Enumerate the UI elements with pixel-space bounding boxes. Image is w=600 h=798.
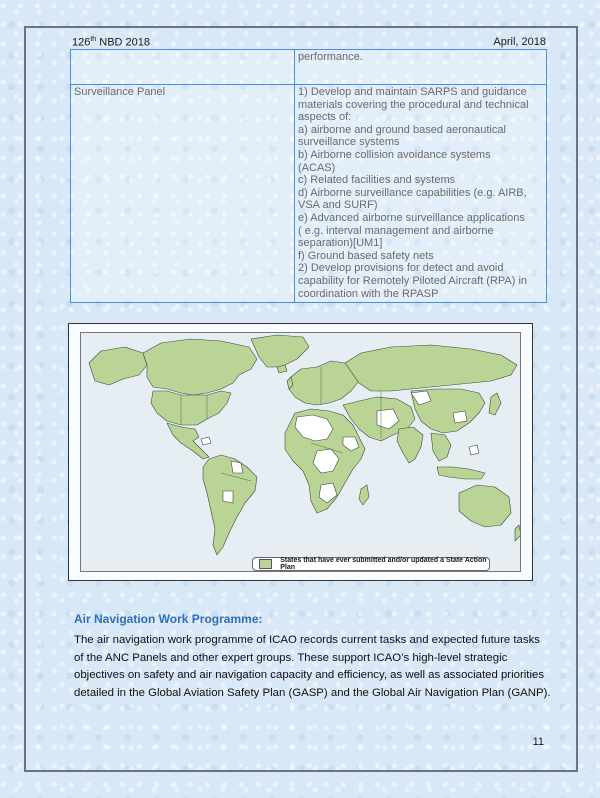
task-line: b) Airborne collision avoidance systems <box>298 148 491 161</box>
region-no-plan-caribbean <box>201 437 211 445</box>
section-title: Air Navigation Work Programme: <box>74 612 263 626</box>
task-line: materials covering the procedural and technical <box>298 98 529 111</box>
region-alaska <box>89 347 147 385</box>
task-line: e) Advanced airborne surveillance applications <box>298 211 525 224</box>
region-canada <box>143 339 257 395</box>
region-no-plan-south-america-mid <box>223 491 233 503</box>
region-no-plan-pacific <box>469 445 479 455</box>
region-russia <box>345 345 517 391</box>
region-greenland <box>251 335 309 367</box>
section-paragraph: The air navigation work programme of ICAO records current tasks and expected future tasks of the ANC Panels and other expert groups. These support ICAO’s high-level strategic objectives on safety and air navigation capacity and efficiency, as well as associated priorities detailed in the Global Aviation Safety Plan (GASP) and the Global Air Navigation Plan (GANP). <box>74 634 551 699</box>
task-line: (ACAS) <box>298 161 336 174</box>
region-no-plan-south-america-north <box>231 461 243 473</box>
task-line: performance. <box>298 51 363 63</box>
task-line: surveillance systems <box>298 136 400 149</box>
world-map-figure <box>68 323 533 581</box>
header-right: April, 2018 <box>493 36 546 48</box>
legend-label: States that have ever submitted and/or updated a State Action Plan <box>280 557 487 571</box>
region-india <box>397 427 423 463</box>
task-line: 1) Develop and maintain SARPS and guidance <box>298 86 527 98</box>
panel-name-cell <box>71 50 295 85</box>
table-row <box>71 85 547 303</box>
region-south-america <box>203 455 257 555</box>
legend-swatch <box>259 559 272 569</box>
region-indonesia <box>437 467 485 479</box>
panels-table <box>70 49 547 303</box>
task-line: capability for Remotely Piloted Aircraft (RPA) in <box>298 274 528 287</box>
task-line: ( e.g. interval management and airborne <box>298 224 494 237</box>
task-line: aspects of: <box>298 111 352 124</box>
region-new-zealand <box>515 525 521 541</box>
task-line: c) Related facilities and systems <box>298 174 456 187</box>
map-legend <box>252 557 490 571</box>
region-no-plan-east-asia <box>453 411 467 423</box>
world-map-graphic <box>81 333 521 572</box>
panel-tasks-cell <box>295 50 547 85</box>
region-usa <box>151 391 231 425</box>
panel-tasks-cell <box>295 85 547 303</box>
world-map <box>80 332 521 572</box>
table-row <box>71 50 547 85</box>
region-madagascar <box>359 485 369 505</box>
task-line: f) Ground based safety nets <box>298 249 434 262</box>
task-line: a) airborne and ground based aeronautical <box>298 123 506 136</box>
task-line: 2) Develop provisions for detect and avoid <box>298 262 504 275</box>
task-line: coordination with the RPASP <box>298 287 439 300</box>
region-southeast-asia <box>431 433 451 461</box>
page-number: 11 <box>532 736 544 748</box>
task-line: d) Airborne surveillance capabilities (e.g. AIRB, <box>298 186 527 199</box>
panel-name-cell: Surveillance Panel <box>71 85 295 303</box>
task-line: VSA and SURF) <box>298 199 378 212</box>
region-japan <box>489 393 501 415</box>
task-line: separation)[UM1] <box>298 237 383 250</box>
header-left: 126th NBD 2018 <box>72 36 151 49</box>
region-australia <box>459 485 511 527</box>
